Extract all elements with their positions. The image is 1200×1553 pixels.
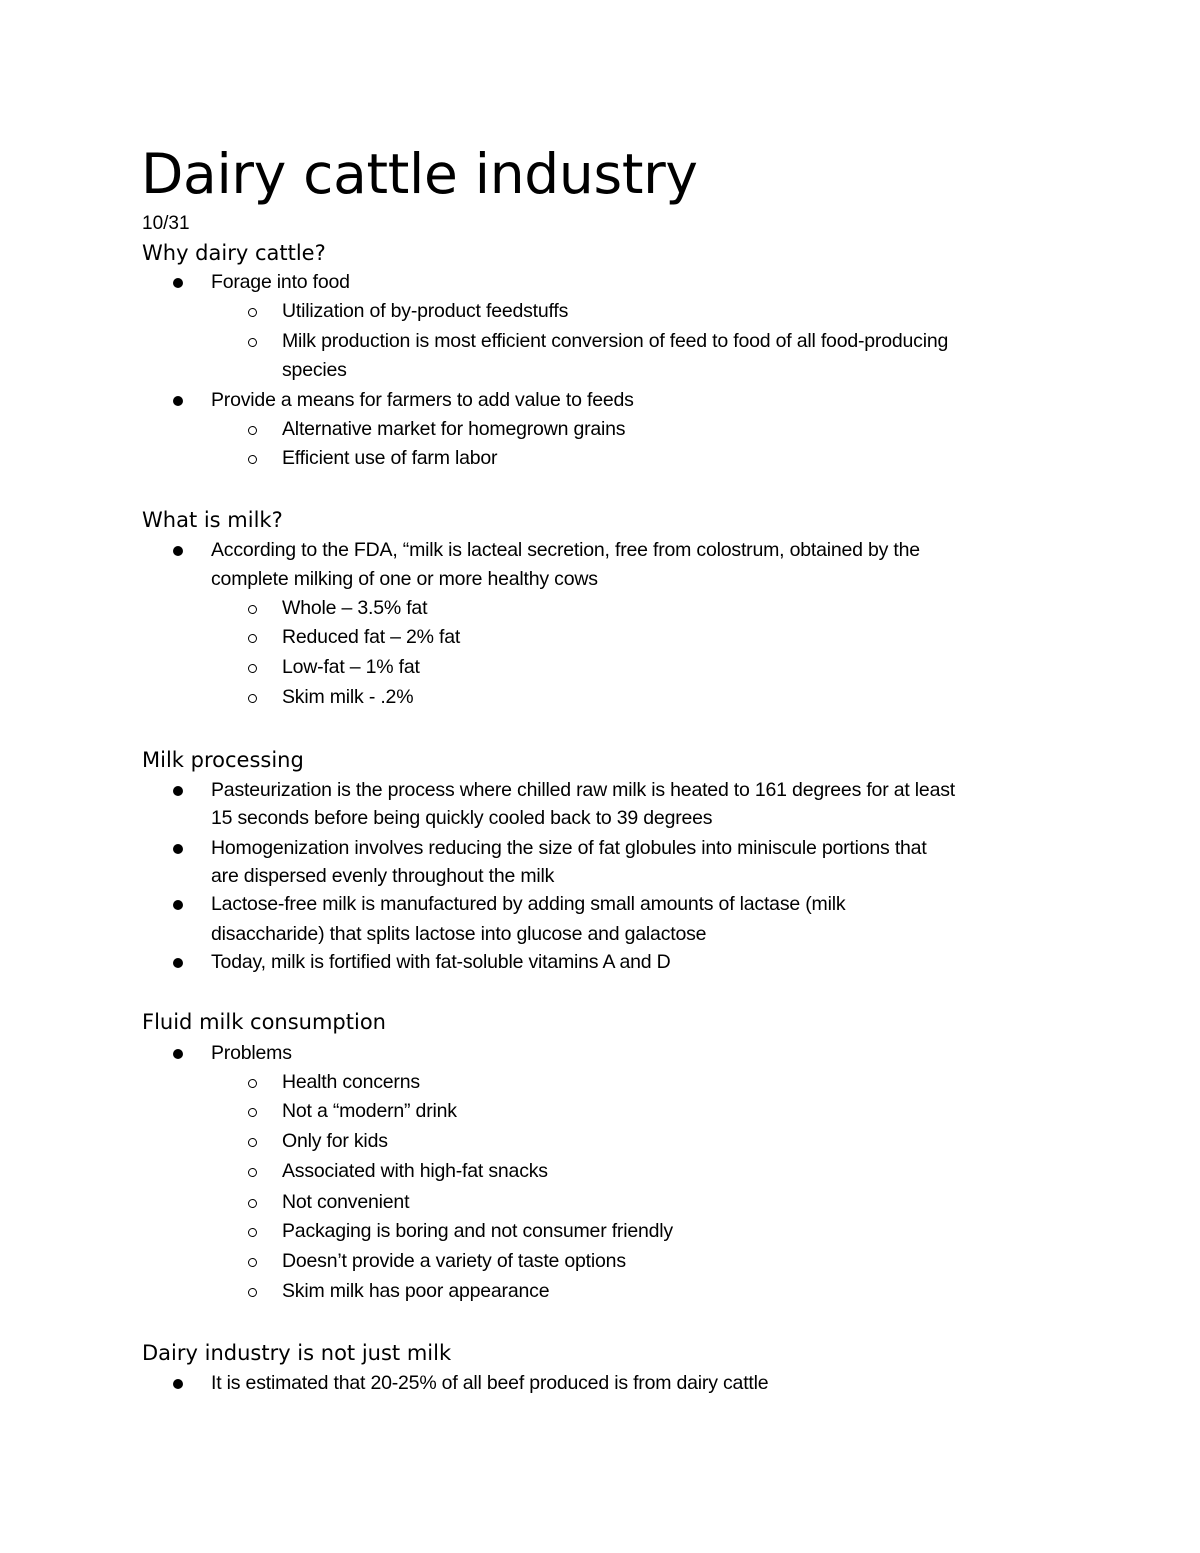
- list-item: Lactose-free milk is manufactured by adding small amounts of lactase (milk: [211, 893, 846, 915]
- circle-bullet-icon: [248, 634, 257, 643]
- circle-bullet-icon: [248, 1258, 257, 1267]
- list-item-continuation: 15 seconds before being quickly cooled back to 39 degrees: [211, 807, 713, 829]
- section-heading-why-dairy-cattle: Why dairy cattle?: [142, 241, 326, 265]
- list-item: Not convenient: [282, 1191, 410, 1213]
- circle-bullet-icon: [248, 605, 257, 614]
- bullet-icon: [173, 546, 183, 556]
- list-item-continuation: complete milking of one or more healthy cows: [211, 568, 598, 590]
- list-item-continuation: disaccharide) that splits lactose into glucose and galactose: [211, 923, 707, 945]
- circle-bullet-icon: [248, 1108, 257, 1117]
- circle-bullet-icon: [248, 455, 257, 464]
- circle-bullet-icon: [248, 1199, 257, 1208]
- list-item: Whole – 3.5% fat: [282, 597, 428, 619]
- list-item: Packaging is boring and not consumer friendly: [282, 1220, 673, 1242]
- bullet-icon: [173, 1379, 183, 1389]
- list-item: Only for kids: [282, 1130, 388, 1152]
- section-heading-what-is-milk: What is milk?: [142, 508, 283, 532]
- bullet-icon: [173, 1049, 183, 1059]
- list-item: Not a “modern” drink: [282, 1100, 457, 1122]
- list-item: Associated with high-fat snacks: [282, 1160, 548, 1182]
- circle-bullet-icon: [248, 1288, 257, 1297]
- circle-bullet-icon: [248, 1168, 257, 1177]
- bullet-icon: [173, 900, 183, 910]
- section-heading-milk-processing: Milk processing: [142, 748, 304, 772]
- circle-bullet-icon: [248, 1138, 257, 1147]
- list-item: Skim milk has poor appearance: [282, 1280, 550, 1302]
- list-item: Health concerns: [282, 1071, 420, 1093]
- list-item: Efficient use of farm labor: [282, 447, 498, 469]
- list-item-continuation: are dispersed evenly throughout the milk: [211, 865, 555, 887]
- list-item: Milk production is most efficient conversion of feed to food of all food-producing: [282, 330, 949, 352]
- list-item: Provide a means for farmers to add value to feeds: [211, 389, 634, 411]
- list-item: Skim milk - .2%: [282, 686, 414, 708]
- document-date: 10/31: [142, 213, 190, 234]
- bullet-icon: [173, 278, 183, 288]
- list-item: Alternative market for homegrown grains: [282, 418, 626, 440]
- circle-bullet-icon: [248, 664, 257, 673]
- list-item: Homogenization involves reducing the size of fat globules into miniscule portions that: [211, 837, 927, 859]
- section-heading-dairy-industry-not-just-milk: Dairy industry is not just milk: [142, 1341, 452, 1365]
- list-item: Doesn’t provide a variety of taste options: [282, 1250, 626, 1272]
- list-item: Pasteurization is the process where chilled raw milk is heated to 161 degrees for at least: [211, 779, 955, 801]
- bullet-icon: [173, 844, 183, 854]
- list-item: It is estimated that 20-25% of all beef produced is from dairy cattle: [211, 1372, 769, 1394]
- circle-bullet-icon: [248, 426, 257, 435]
- list-item: Utilization of by-product feedstuffs: [282, 300, 569, 322]
- bullet-icon: [173, 958, 183, 968]
- circle-bullet-icon: [248, 338, 257, 347]
- document-title: Dairy cattle industry: [141, 142, 698, 206]
- list-item: Problems: [211, 1042, 292, 1064]
- list-item: According to the FDA, “milk is lacteal secretion, free from colostrum, obtained by the: [211, 539, 920, 561]
- bullet-icon: [173, 786, 183, 796]
- list-item: Reduced fat – 2% fat: [282, 626, 461, 648]
- bullet-icon: [173, 396, 183, 406]
- list-item: Low-fat – 1% fat: [282, 656, 420, 678]
- list-item: Today, milk is fortified with fat-soluble vitamins A and D: [211, 951, 671, 973]
- circle-bullet-icon: [248, 1079, 257, 1088]
- section-heading-fluid-milk-consumption: Fluid milk consumption: [142, 1010, 386, 1034]
- list-item: Forage into food: [211, 271, 350, 293]
- circle-bullet-icon: [248, 308, 257, 317]
- circle-bullet-icon: [248, 694, 257, 703]
- list-item-continuation: species: [282, 359, 347, 381]
- circle-bullet-icon: [248, 1228, 257, 1237]
